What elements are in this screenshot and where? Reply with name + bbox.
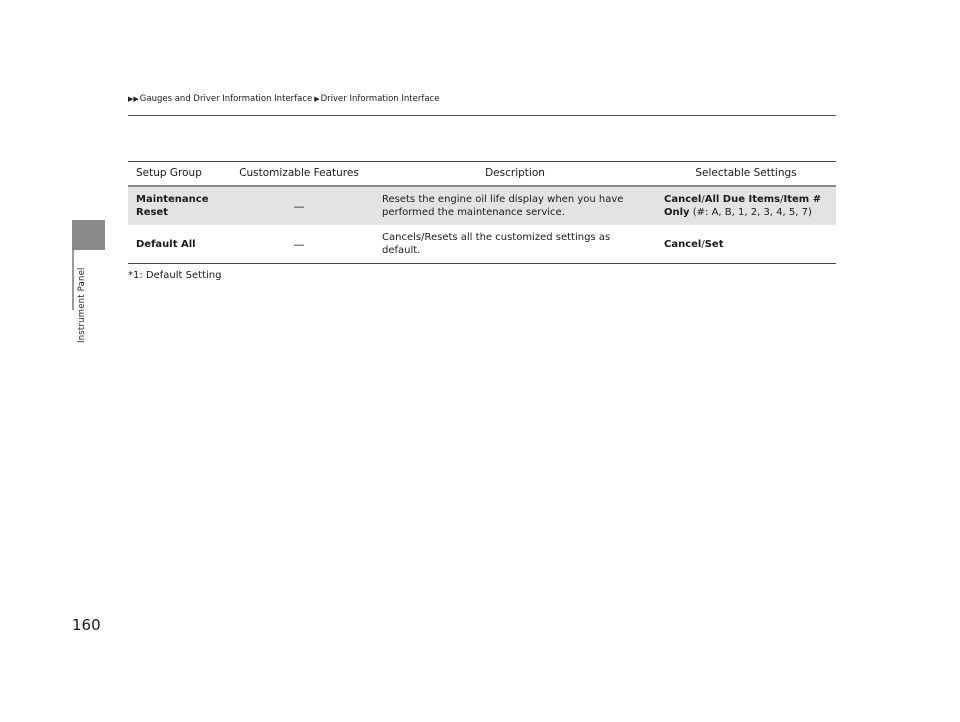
breadcrumb — [128, 94, 441, 104]
page-number: 160 — [72, 616, 101, 634]
setting-option: / — [701, 194, 705, 205]
row-description: Resets the engine oil life display when you have performed the maintenance service. — [382, 194, 624, 218]
row-description: Cancels/Resets all the customized settings as default. — [382, 232, 611, 256]
row-feature: — — [293, 199, 305, 213]
row-settings — [656, 238, 836, 251]
footnote: *1: Default Setting — [128, 270, 222, 281]
setting-option: All Due Items — [704, 194, 781, 205]
breadcrumb-item-gauges[interactable]: Gauges and Driver Information Interface — [139, 94, 313, 104]
setting-option: Item # Only — [664, 194, 822, 218]
header-customizable-features: Customizable Features — [239, 167, 359, 179]
setting-option: / — [780, 194, 784, 205]
breadcrumb-arrow-icon: ▶ — [314, 95, 320, 103]
setting-option: Set — [704, 238, 724, 250]
header-rule — [128, 115, 836, 116]
header-setup-group: Setup Group — [136, 167, 202, 179]
section-tab — [72, 220, 105, 250]
section-label: Instrument Panel — [77, 267, 87, 343]
section-line — [72, 250, 74, 310]
settings-table — [128, 161, 836, 264]
table-header-row — [128, 162, 836, 187]
row-settings — [656, 193, 836, 219]
table-row — [128, 225, 836, 263]
table-row — [128, 187, 836, 225]
setting-option: (#: A, B, 1, 2, 3, 4, 5, 7) — [689, 207, 812, 218]
breadcrumb-arrow-icon: ▶▶ — [128, 95, 139, 103]
setting-option: / — [701, 238, 705, 250]
row-group: Default All — [136, 238, 196, 250]
header-description: Description — [485, 167, 545, 179]
breadcrumb-item-dii[interactable]: Driver Information Interface — [320, 94, 440, 104]
setting-option: Cancel — [664, 238, 702, 250]
row-group: Maintenance Reset — [136, 194, 209, 218]
header-selectable-settings: Selectable Settings — [695, 167, 797, 179]
setting-option: Cancel — [664, 194, 702, 205]
row-feature: — — [293, 237, 305, 251]
